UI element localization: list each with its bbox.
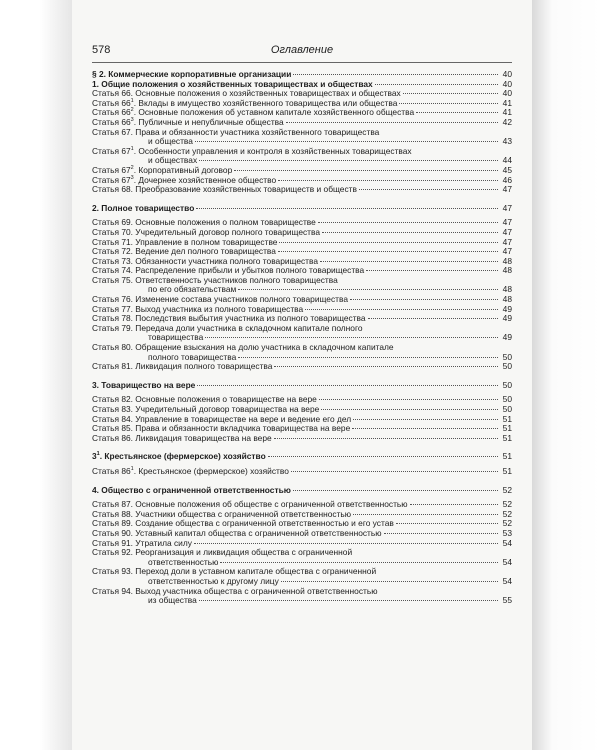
toc-page-number: 42 — [502, 116, 512, 127]
toc-entry-label — [92, 452, 266, 462]
toc-page-number: 47 — [502, 184, 512, 195]
toc-section-heading[interactable] — [92, 381, 512, 391]
dot-leader — [220, 562, 498, 563]
toc-entry-label-prefix: Статья 66 — [92, 116, 131, 127]
toc-entry-label: полного товарищества — [148, 351, 237, 362]
toc-page-number: 55 — [502, 595, 512, 606]
toc-entry-label-prefix: Статья 67 — [92, 145, 131, 156]
toc-entry-label-suffix: . Особенности управления и контроля в хозяйственных товариществах — [133, 145, 412, 156]
toc-entry-label: ответственностью к другому лицу — [148, 575, 279, 586]
toc-entry-label: Статья 67. Права и обязанности участника хозяйственного товарищества — [92, 126, 380, 137]
toc-page-number: 40 — [502, 88, 512, 99]
toc-entry-label: Статья 76. Изменение состава участников полного товарищества — [92, 294, 349, 305]
toc-entry-superscript: 2 — [130, 165, 134, 172]
toc-page-number: 50 — [502, 379, 512, 390]
dot-leader — [278, 180, 498, 181]
toc-entry-label: по его обязательствам — [148, 284, 237, 295]
header-rule — [92, 62, 512, 63]
dot-leader — [291, 471, 498, 472]
dot-leader — [196, 208, 498, 209]
toc-page-number: 48 — [502, 294, 512, 305]
toc-entry-label: 1. Общие положения о хозяйственных товариществах и обществах — [92, 78, 373, 89]
toc-entry-label: и общества — [148, 136, 193, 147]
dot-leader — [322, 232, 498, 233]
dot-leader — [274, 366, 498, 367]
dot-leader — [279, 242, 498, 243]
toc-entry[interactable] — [92, 185, 512, 195]
dot-leader — [293, 74, 498, 75]
page-edge — [532, 0, 600, 750]
toc-entry-label-prefix: Статья 66 — [92, 97, 131, 108]
toc-entry-continuation[interactable] — [92, 596, 512, 606]
dot-leader — [199, 600, 498, 601]
toc-entry-label-suffix: . Крестьянское (фермерское) хозяйство — [133, 465, 289, 476]
dot-leader — [368, 318, 498, 319]
book-spine-shadow — [0, 0, 72, 750]
toc-entry-superscript: 1 — [96, 451, 100, 458]
toc-page-number: 48 — [502, 255, 512, 266]
toc-page-number: 50 — [502, 361, 512, 372]
dot-leader — [197, 385, 498, 386]
dot-leader — [281, 581, 498, 582]
toc-page-number: 50 — [502, 394, 512, 405]
toc-entry-label: Статья 73. Обязанности участника полного товарищества — [92, 255, 319, 266]
toc-entry-label: Статья 77. Выход участника из полного товарищества — [92, 303, 304, 314]
page-number: 578 — [92, 44, 111, 56]
toc-page-number: 51 — [502, 451, 512, 462]
dot-leader — [353, 514, 498, 515]
dot-leader — [268, 456, 498, 457]
toc-entry-label: Статья 82. Основные положения о товариществе на вере — [92, 394, 317, 405]
toc-page-number: 52 — [502, 484, 512, 495]
toc-entry-superscript: 3 — [130, 174, 134, 181]
toc-page-number: 41 — [502, 107, 512, 118]
dot-leader — [205, 337, 498, 338]
toc-entry-label-suffix: . Основные положения об уставном капитале хозяйственного общества — [133, 107, 415, 118]
toc-page-number: 47 — [502, 202, 512, 213]
toc-entry-label: Статья 75. Ответственность участников полного товарищества — [92, 274, 338, 285]
toc-section-heading[interactable] — [92, 486, 512, 496]
toc-entry-label: Статья 93. Переход доли в уставном капитале общества с ограниченной — [92, 566, 377, 577]
toc-entry-label: Статья 70. Учредительный договор полного товарищества — [92, 226, 321, 237]
toc-entry-label: Статья 89. Создание общества с ограниченной ответственностью и его устав — [92, 518, 394, 529]
dot-leader — [350, 299, 498, 300]
toc-entry-label: товарищества — [148, 332, 204, 343]
toc-page-number: 52 — [502, 508, 512, 519]
dot-leader — [199, 160, 498, 161]
toc-page-number: 43 — [502, 136, 512, 147]
toc-entry-label: Статья 94. Выход участника общества с ограниченной ответственностью — [92, 585, 378, 596]
toc-page-number: 47 — [502, 226, 512, 237]
dot-leader — [396, 523, 498, 524]
toc-page-number: 51 — [502, 413, 512, 424]
toc-entry-label: 2. Полное товарищество — [92, 202, 195, 213]
toc-page-number: 54 — [502, 575, 512, 586]
toc-page-number: 41 — [502, 97, 512, 108]
dot-leader — [195, 141, 498, 142]
toc-entry-label: Статья 81. Ликвидация полного товарищества — [92, 361, 273, 372]
toc-entry-label: Статья 83. Учредительный договор товарищества на вере — [92, 404, 320, 414]
toc-entry-label: Статья 92. Реорганизация и ликвидация общества с ограниченной — [92, 547, 353, 558]
dot-leader — [194, 543, 498, 544]
toc-entry-label — [92, 467, 289, 477]
toc-entry-label: Статья 87. Основные положения об обществе с ограниченной ответственностью — [92, 499, 408, 510]
toc-page-number: 52 — [502, 499, 512, 510]
dot-leader — [286, 122, 498, 123]
dot-leader — [366, 270, 498, 271]
toc-entry-label: 4. Общество с ограниченной ответственностью — [92, 484, 291, 495]
toc-entry-label: Статья 90. Уставный капитал общества с ограниченной ответственностью — [92, 527, 382, 538]
dot-leader — [305, 309, 498, 310]
dot-leader — [410, 504, 498, 505]
dot-leader — [238, 289, 498, 290]
dot-leader — [278, 251, 498, 252]
toc-entry-label: Статья 91. Утратила силу — [92, 537, 192, 548]
toc-page-number: 40 — [502, 69, 512, 79]
dot-leader — [353, 419, 498, 420]
toc-page-number: 45 — [502, 164, 512, 175]
dot-leader — [318, 222, 498, 223]
toc-entry-label: Статья 80. Обращение взыскания на долю участника в складочном капитале — [92, 342, 394, 353]
toc-entry-label: из общества — [148, 595, 197, 606]
toc-page-number: 46 — [502, 174, 512, 185]
toc-entry-label: Статья 86. Ликвидация товарищества на вере — [92, 432, 272, 443]
toc-page-number: 54 — [502, 537, 512, 548]
toc-page-number: 47 — [502, 246, 512, 257]
toc-entry-label-prefix: Статья 66 — [92, 107, 131, 118]
toc-entry-superscript: 2 — [130, 107, 134, 114]
toc-entry-label: § 2. Коммерческие корпоративные организации — [92, 69, 292, 79]
toc-page-number: 47 — [502, 217, 512, 228]
dot-leader — [352, 428, 498, 429]
toc-page-number: 48 — [502, 284, 512, 295]
dot-leader — [319, 399, 498, 400]
toc-page-number: 40 — [502, 78, 512, 89]
toc-entry-label: Статья 69. Основные положения о полном товариществе — [92, 217, 316, 228]
dot-leader — [320, 261, 498, 262]
toc-entry-label: Статья 79. Передача доли участника в складочном капитале полного — [92, 322, 363, 333]
dot-leader — [234, 170, 498, 171]
toc-entry[interactable] — [92, 467, 512, 477]
toc-page-number: 51 — [502, 423, 512, 434]
toc-entry-label-suffix: . Публичные и непубличные общества — [133, 116, 284, 127]
dot-leader — [403, 93, 498, 94]
toc-page-number: 49 — [502, 332, 512, 343]
toc-page-number: 50 — [502, 351, 512, 362]
toc-entry-label: 3. Товарищество на вере — [92, 379, 196, 390]
toc-section-heading[interactable] — [92, 204, 512, 214]
dot-leader — [399, 103, 498, 104]
dot-leader — [321, 409, 498, 410]
dot-leader — [238, 357, 498, 358]
dot-leader — [274, 438, 498, 439]
toc-entry-superscript: 3 — [130, 117, 134, 124]
dot-leader — [384, 533, 498, 534]
toc-entry-label: Статья 78. Последствия выбытия участника из полного товарищества — [92, 313, 366, 324]
toc-entry-label: Статья 85. Права и обязанности вкладчика товарищества на вере — [92, 423, 351, 434]
toc-page-number: 54 — [502, 556, 512, 567]
toc-entry-superscript: 1 — [130, 145, 134, 152]
toc-page-number: 53 — [502, 527, 512, 538]
toc-entry-label-prefix: Статья 67 — [92, 174, 131, 185]
toc-page-number: 49 — [502, 313, 512, 324]
toc-page-number: 49 — [502, 303, 512, 314]
toc-page-number: 50 — [502, 404, 512, 414]
running-title: Оглавление — [270, 44, 334, 56]
toc-page-number: 47 — [502, 236, 512, 247]
toc-entry-label-prefix: 3 — [92, 451, 97, 462]
toc-entry-label-suffix: . Вклады в имущество хозяйственного товарищества или общества — [133, 97, 398, 108]
toc-entry-label: Статья 84. Управление в товариществе на вере и ведение его дел — [92, 413, 352, 424]
toc-page-number: 52 — [502, 518, 512, 529]
toc-entry-label — [92, 147, 412, 157]
toc-entry-label: Статья 71. Управление в полном товариществе — [92, 236, 278, 247]
toc-page-number: 48 — [502, 265, 512, 276]
toc-entry-label-suffix: . Корпоративный договор — [133, 164, 233, 175]
toc-entry-label: Статья 74. Распределение прибыли и убытков полного товарищества — [92, 265, 365, 276]
toc-page-number: 51 — [502, 432, 512, 443]
toc-entry-label: Статья 68. Преобразование хозяйственных товариществ и обществ — [92, 184, 357, 195]
toc-entry-label: и обществах — [148, 155, 198, 166]
dot-leader — [359, 189, 498, 190]
toc-entry-label-prefix: Статья 67 — [92, 164, 131, 175]
table-of-contents — [92, 70, 512, 606]
dot-leader — [293, 490, 498, 491]
toc-page-number: 44 — [502, 155, 512, 166]
toc-entry-label-suffix: . Дочернее хозяйственное общество — [133, 174, 277, 185]
toc-entry-label-suffix: . Крестьянское (фермерское) хозяйство — [99, 451, 266, 462]
dot-leader — [375, 84, 498, 85]
toc-entry-label: Статья 72. Ведение дел полного товарищества — [92, 246, 276, 257]
dot-leader — [416, 112, 498, 113]
toc-section-heading[interactable] — [92, 452, 512, 462]
page-header — [92, 44, 512, 58]
toc-entry-label: Статья 66. Основные положения о хозяйственных товариществах и обществах — [92, 88, 401, 99]
toc-entry-label-prefix: Статья 86 — [92, 465, 131, 476]
toc-entry[interactable] — [92, 434, 512, 444]
toc-entry-label: ответственностью — [148, 556, 219, 567]
toc-entry[interactable] — [92, 362, 512, 372]
toc-page-number: 51 — [502, 465, 512, 476]
toc-entry-label: Статья 88. Участники общества с ограниченной ответственностью — [92, 508, 352, 519]
toc-entry-superscript: 1 — [130, 466, 134, 473]
toc-entry-superscript: 1 — [130, 97, 134, 104]
